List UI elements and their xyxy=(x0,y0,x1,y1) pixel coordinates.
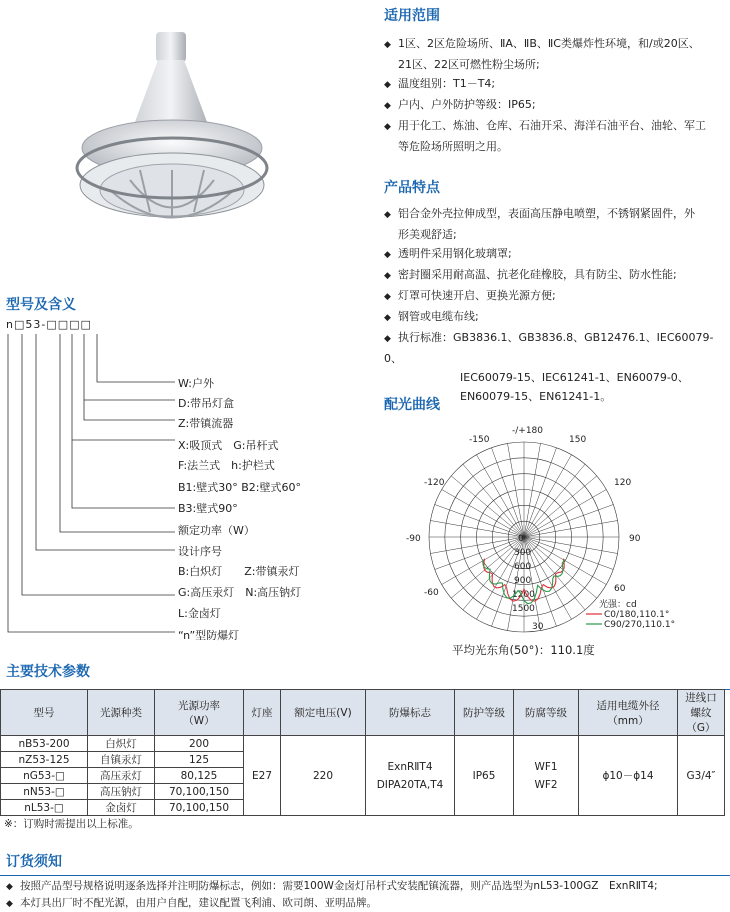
col-header: 防护等级 xyxy=(455,690,514,736)
model-label: B:白炽灯 Z:带镇汞灯 xyxy=(178,565,300,578)
model-label: D:带吊灯盒 xyxy=(178,397,235,410)
cell-socket: E27 xyxy=(244,736,281,816)
cell-model: nN53-□ xyxy=(1,784,88,800)
cell-power: 70,100,150 xyxy=(155,800,244,816)
table-row xyxy=(1,736,725,752)
cell-ip: IP65 xyxy=(455,736,514,816)
model-bracket-lines xyxy=(0,330,180,640)
features-list xyxy=(384,204,729,406)
model-label: F:法兰式 h:护栏式 xyxy=(178,459,275,472)
model-label: L:金卤灯 xyxy=(178,607,221,620)
model-label: 额定功率（W） xyxy=(178,524,255,537)
model-label: “n”型防爆灯 xyxy=(178,629,240,642)
lamp-photo xyxy=(60,20,290,235)
model-code: n□53-□□□□ xyxy=(6,318,92,331)
model-label: Z:带镇流器 xyxy=(178,417,234,430)
cell-power: 125 xyxy=(155,752,244,768)
angle-label: -/+180 xyxy=(512,426,543,436)
cell-voltage: 220 xyxy=(281,736,366,816)
order-list xyxy=(6,878,730,912)
polar-chart xyxy=(406,420,712,660)
cell-power: 70,100,150 xyxy=(155,784,244,800)
col-header: 灯座 xyxy=(244,690,281,736)
features-heading: 产品特点 xyxy=(384,180,440,196)
legend-label: C0/180,110.1° xyxy=(604,610,670,620)
angle-label: 30 xyxy=(532,622,544,632)
cell-model: nZ53-125 xyxy=(1,752,88,768)
col-header: 适用电缆外径 （mm） xyxy=(579,690,678,736)
model-heading: 型号及含义 xyxy=(6,297,76,313)
cell-source: 高压钠灯 xyxy=(88,784,155,800)
list-item: ◆ 户内、户外防护等级：IP65; xyxy=(384,98,536,111)
list-item: ◆ 本灯具出厂时不配光源，由用户自配，建议配置飞利浦、欧司朗、亚明品牌。 xyxy=(6,897,377,909)
spec-table xyxy=(0,689,725,816)
angle-label: -90 xyxy=(406,534,421,544)
model-label: 设计序号 xyxy=(178,545,222,558)
scope-list xyxy=(384,34,729,156)
list-item: ◆ 灯罩可快速开启、更换光源方便; xyxy=(384,289,556,302)
list-item: ◆ 按照产品型号规格说明逐条选择并注明防爆标志，例如：需要100W金卤灯吊杆式安装配镇流器，则产品选型为nL53-100GZ ExnRⅡT4; xyxy=(6,880,658,892)
light-caption: 平均光东角(50°)：110.1度 xyxy=(452,643,595,657)
list-item: ◆ 钢管或电缆布线; xyxy=(384,310,479,323)
col-header: 型号 xyxy=(1,690,88,736)
list-item: ◆ 密封圈采用耐高温、抗老化硅橡胶，具有防尘、防水性能; xyxy=(384,268,677,281)
cell-cable: ϕ10－ϕ14 xyxy=(579,736,678,816)
list-item: ◆ 铝合金外壳拉伸成型，表面高压静电喷塑，不锈钢紧固件，外 形美观舒适; xyxy=(384,207,695,241)
col-header: 防爆标志 xyxy=(366,690,455,736)
light-heading: 配光曲线 xyxy=(384,397,440,413)
angle-label: -150 xyxy=(469,435,490,445)
angle-label: -120 xyxy=(424,478,445,488)
radial-label: 900 xyxy=(514,576,532,586)
cell-source: 高压汞灯 xyxy=(88,768,155,784)
col-header: 防腐等级 xyxy=(514,690,579,736)
angle-label: 150 xyxy=(569,435,587,445)
cell-ex-mark: ExnRⅡT4 DIPA20TA,T4 xyxy=(366,736,455,816)
col-header: 进线口螺纹 （G） xyxy=(678,690,725,736)
cell-source: 自镇汞灯 xyxy=(88,752,155,768)
cell-model: nL53-□ xyxy=(1,800,88,816)
radial-label: 300 xyxy=(514,548,532,558)
cell-source: 白炽灯 xyxy=(88,736,155,752)
divider xyxy=(0,875,730,876)
cell-model: nG53-□ xyxy=(1,768,88,784)
angle-label: 60 xyxy=(614,584,626,594)
table-header-row xyxy=(1,690,725,736)
radial-label: 1500 xyxy=(512,604,535,614)
model-label: B3:壁式90° xyxy=(178,502,238,515)
specs-note: ※：订购时需提出以上标准。 xyxy=(4,818,139,830)
angle-label: 120 xyxy=(614,478,632,488)
list-item: ◆ 1区、2区危险场所、ⅡA、ⅡB、ⅡC类爆炸性环境，和/或20区、 21区、22区可燃性粉尘场所; xyxy=(384,37,700,71)
model-label: G:高压汞灯 N:高压钠灯 xyxy=(178,586,302,599)
cell-source: 金卤灯 xyxy=(88,800,155,816)
legend-label: C90/270,110.1° xyxy=(604,620,676,630)
angle-label: -60 xyxy=(424,588,439,598)
list-item: ◆ 温度组别：T1－T4; xyxy=(384,77,496,90)
model-label: X:吸顶式 G:吊杆式 xyxy=(178,439,279,452)
scope-heading: 适用范围 xyxy=(384,8,440,24)
cell-power: 80,125 xyxy=(155,768,244,784)
list-item: ◆ 透明件采用钢化玻璃罩; xyxy=(384,247,512,260)
order-heading: 订货须知 xyxy=(6,854,62,870)
model-label: B1:壁式30° B2:壁式60° xyxy=(178,481,301,494)
col-header: 额定电压(V) xyxy=(281,690,366,736)
list-item: ◆ 用于化工、炼油、仓库、石油开采、海洋石油平台、油轮、军工 等危险场所照明之用。 xyxy=(384,119,706,153)
radial-label: 0 xyxy=(518,534,524,544)
specs-heading: 主要技术参数 xyxy=(6,664,90,680)
list-item: ◆ 执行标准：GB3836.1、GB3836.8、GB12476.1、IEC60079-0、 IEC60079-15、IEC61241-1、EN60079-0、 EN60079-15、EN61241-1。 xyxy=(384,331,714,403)
cell-model: nB53-200 xyxy=(1,736,88,752)
model-label: W:户外 xyxy=(178,377,214,390)
col-header: 光源功率 （W） xyxy=(155,690,244,736)
radial-label: 1200 xyxy=(512,590,535,600)
legend-title: 光强：cd xyxy=(599,600,637,610)
angle-label: 90 xyxy=(629,534,641,544)
cell-thread: G3/4″ xyxy=(678,736,725,816)
radial-label: 600 xyxy=(514,562,532,572)
cell-power: 200 xyxy=(155,736,244,752)
cell-anticorrosion: WF1 WF2 xyxy=(514,736,579,816)
col-header: 光源种类 xyxy=(88,690,155,736)
